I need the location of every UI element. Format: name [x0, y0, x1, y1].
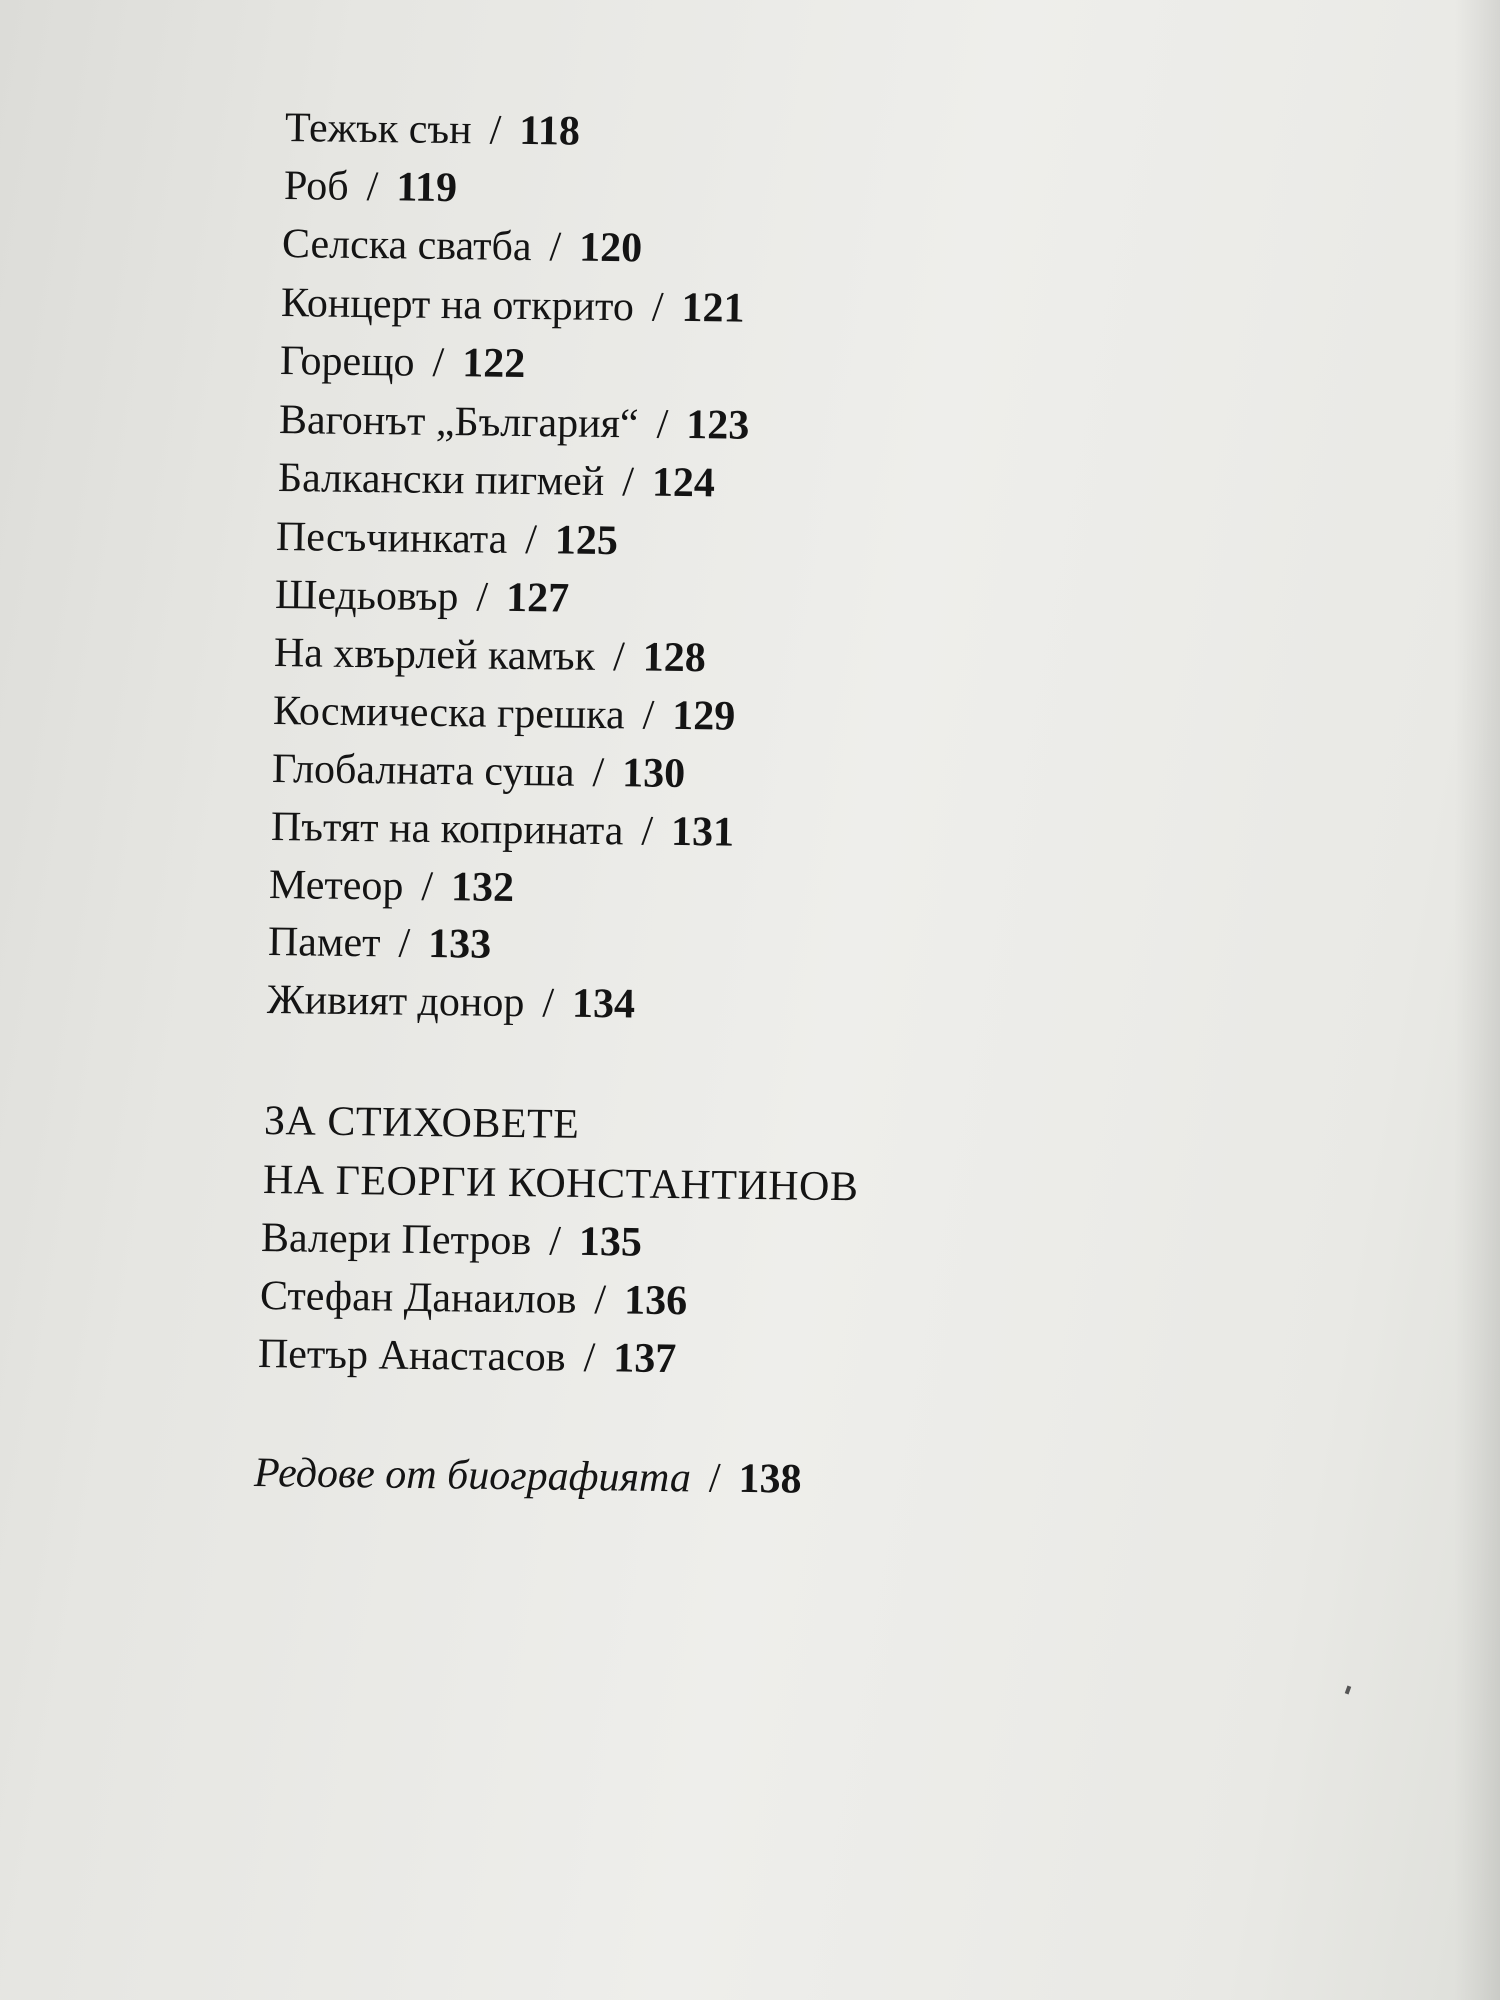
toc-separator: /: [432, 339, 445, 387]
toc-separator: /: [612, 634, 626, 681]
toc-page-number: 138: [738, 1455, 802, 1503]
toc-page-number: 134: [571, 980, 636, 1028]
toc-entry-title: Метеор: [268, 862, 404, 910]
toc-separator: /: [642, 692, 655, 739]
toc-entry: [285, 103, 581, 157]
toc-separator: /: [651, 284, 664, 331]
section-heading-line2: НА ГЕОРГИ КОНСТАНТИНОВ: [262, 1157, 859, 1211]
toc-separator: /: [583, 1334, 596, 1382]
toc-separator: /: [622, 459, 635, 506]
toc-page-number: 133: [427, 920, 492, 968]
toc-separator: /: [708, 1455, 721, 1502]
toc-entry: [260, 1271, 688, 1326]
toc-entry: [273, 686, 736, 742]
toc-page-number: 136: [623, 1277, 688, 1325]
toc-entry-title: Пътят на коприната: [270, 804, 624, 855]
toc-entry-title: Стефан Данаилов: [259, 1273, 577, 1323]
toc-entry-title: Селска сватба: [281, 221, 532, 271]
toc-entry-title: Валери Петров: [260, 1215, 532, 1265]
toc-entry-title: Глобалната суша: [271, 746, 575, 796]
toc-page-number: 130: [621, 750, 686, 798]
section-heading-line1: ЗА СТИХОВЕТЕ: [263, 1098, 580, 1148]
toc-page-number: 125: [554, 517, 619, 565]
toc-entry: [282, 219, 643, 273]
toc-entry-title: Редове от биографията: [253, 1450, 692, 1502]
toc-entry-title: На хвърлей камък: [273, 630, 596, 680]
toc-page-number: 124: [651, 459, 716, 507]
toc-page-number: 131: [670, 808, 735, 856]
toc-entry: [272, 744, 686, 799]
toc-separator: /: [476, 574, 489, 621]
toc-entry-final: [254, 1448, 802, 1505]
toc-entry: [271, 802, 735, 858]
toc-entry-title: Песъчинката: [275, 514, 508, 563]
toc-page-number: 128: [642, 634, 707, 682]
toc-separator: /: [489, 107, 502, 154]
toc-entry-title: Шедьовър: [274, 572, 459, 621]
toc-entry: [281, 278, 745, 334]
toc-entry-title: Живият донор: [266, 977, 525, 1027]
toc-entry-title: Концерт на открито: [280, 280, 635, 331]
toc-separator: /: [524, 517, 538, 564]
toc-entry-title: Роб: [283, 163, 349, 210]
toc-entry: [284, 161, 458, 213]
toc-page-number: 129: [672, 692, 736, 740]
toc-separator: /: [398, 920, 411, 967]
toc-entry: [279, 395, 750, 451]
toc-page-number: 121: [681, 284, 745, 332]
toc-entry: [275, 570, 570, 624]
toc-entry: [278, 453, 716, 508]
toc-entry-title: Вагонът „България“: [278, 397, 639, 448]
toc-entry-title: Тежък сън: [284, 105, 472, 154]
toc-separator: /: [592, 749, 605, 797]
toc-entry: [261, 1213, 643, 1268]
toc-separator: /: [366, 164, 379, 211]
toc-page-number: 127: [505, 574, 570, 622]
toc-page-number: 119: [396, 164, 458, 212]
toc-page-number: 123: [685, 401, 750, 449]
toc-page-number: 132: [450, 864, 515, 911]
toc-separator: /: [548, 1218, 562, 1265]
toc-entry: [267, 975, 636, 1029]
toc-entry: [258, 1329, 677, 1384]
toc-page-number: 137: [612, 1335, 677, 1383]
toc-entry: [269, 860, 515, 913]
toc-separator: /: [594, 1277, 607, 1324]
toc-entry-title: Петър Анастасов: [257, 1331, 566, 1381]
toc-page-number: 122: [461, 340, 526, 387]
toc-entry-title: Балкански пигмей: [277, 455, 605, 505]
toc-separator: /: [549, 224, 562, 271]
toc-page-number: 118: [518, 107, 581, 155]
toc-separator: /: [641, 808, 654, 855]
toc-separator: /: [542, 980, 555, 1027]
toc-entry: [268, 917, 492, 970]
toc-entry-title: Памет: [267, 919, 381, 967]
toc-entry: [276, 512, 619, 566]
toc-entry-title: Космическа грешка: [272, 688, 625, 739]
toc-separator: /: [421, 863, 434, 911]
toc-entry-title: Горещо: [279, 338, 415, 386]
toc-page-number: 135: [578, 1218, 643, 1266]
toc-separator: /: [656, 401, 669, 448]
toc-page-number: 120: [578, 224, 643, 272]
toc-entry: [274, 628, 706, 683]
toc-entry: [280, 336, 526, 389]
